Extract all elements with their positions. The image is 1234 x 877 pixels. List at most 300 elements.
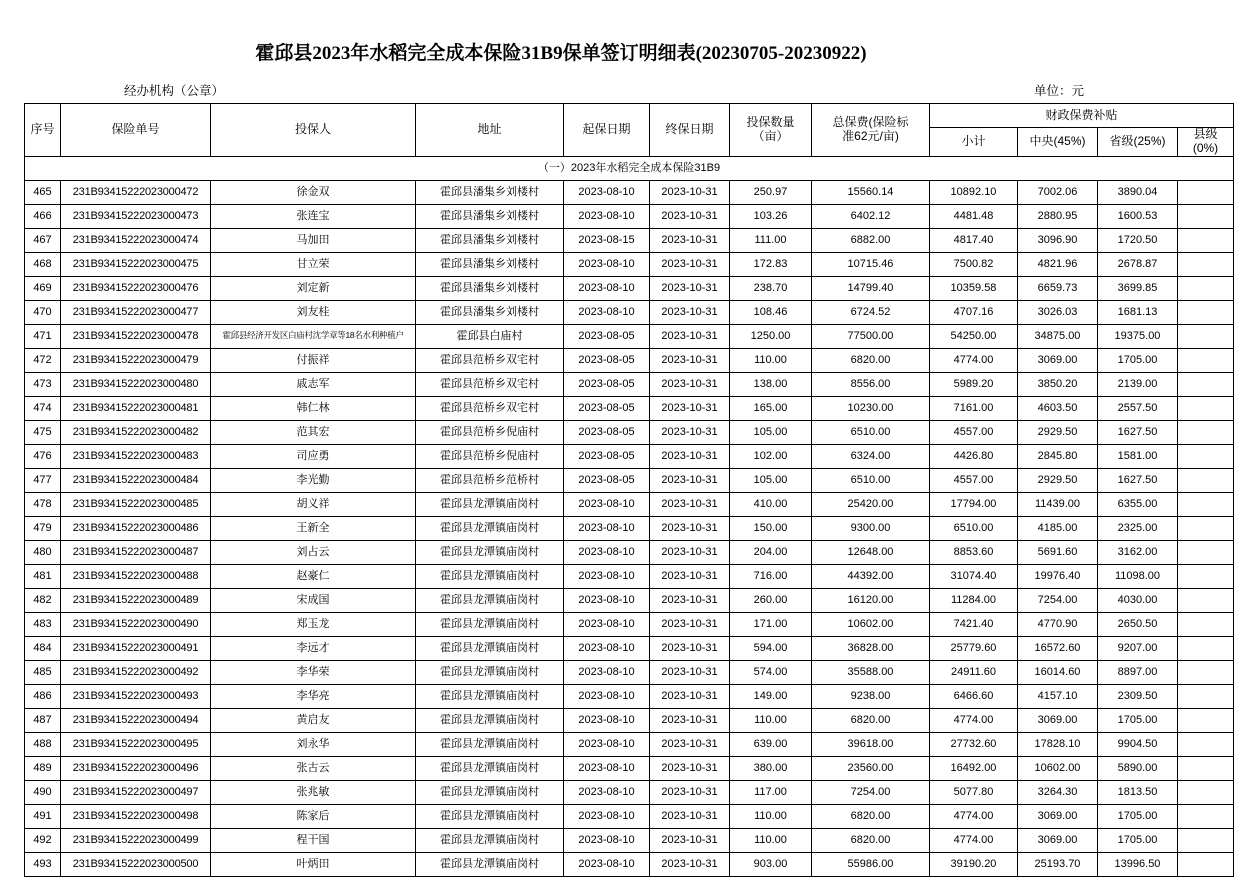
cell-subsidy-central: 4603.50: [1018, 396, 1098, 420]
cell-premium: 6820.00: [812, 348, 930, 372]
cell-holder: 甘立荣: [211, 252, 416, 276]
cell-policy-no: 231B93415222023000480: [61, 372, 211, 396]
cell-quantity: 380.00: [730, 756, 812, 780]
cell-end-date: 2023-10-31: [650, 852, 730, 876]
cell-policy-no: 231B93415222023000476: [61, 276, 211, 300]
cell-policy-no: 231B93415222023000492: [61, 660, 211, 684]
cell-address: 霍邱县龙潭镇庙岗村: [416, 588, 564, 612]
cell-subsidy-county: [1178, 756, 1234, 780]
table-row: [25, 348, 1234, 372]
table-row: [25, 564, 1234, 588]
col-header-end-date: 终保日期: [650, 104, 730, 157]
cell-quantity: 574.00: [730, 660, 812, 684]
cell-policy-no: 231B93415222023000496: [61, 756, 211, 780]
cell-start-date: 2023-08-10: [564, 588, 650, 612]
cell-end-date: 2023-10-31: [650, 780, 730, 804]
table-row: [25, 756, 1234, 780]
cell-holder: 黄启友: [211, 708, 416, 732]
cell-seq: 465: [25, 180, 61, 204]
cell-subsidy-subtotal: 7421.40: [930, 612, 1018, 636]
cell-holder: 郑玉龙: [211, 612, 416, 636]
cell-premium: 15560.14: [812, 180, 930, 204]
table-body: [25, 156, 1234, 876]
cell-subsidy-central: 2929.50: [1018, 420, 1098, 444]
cell-end-date: 2023-10-31: [650, 540, 730, 564]
cell-holder: 胡义祥: [211, 492, 416, 516]
cell-policy-no: 231B93415222023000498: [61, 804, 211, 828]
cell-subsidy-subtotal: 4774.00: [930, 348, 1018, 372]
cell-end-date: 2023-10-31: [650, 732, 730, 756]
cell-seq: 478: [25, 492, 61, 516]
table-row: [25, 540, 1234, 564]
table-row: [25, 852, 1234, 876]
cell-address: 霍邱县龙潭镇庙岗村: [416, 564, 564, 588]
cell-subsidy-central: 7002.06: [1018, 180, 1098, 204]
cell-holder: 宋成国: [211, 588, 416, 612]
cell-subsidy-subtotal: 10892.10: [930, 180, 1018, 204]
cell-policy-no: 231B93415222023000499: [61, 828, 211, 852]
cell-subsidy-county: [1178, 444, 1234, 468]
cell-address: 霍邱县潘集乡刘楼村: [416, 204, 564, 228]
cell-address: 霍邱县潘集乡刘楼村: [416, 252, 564, 276]
cell-subsidy-provincial: 2325.00: [1098, 516, 1178, 540]
cell-policy-no: 231B93415222023000486: [61, 516, 211, 540]
table-row: [25, 660, 1234, 684]
cell-policy-no: 231B93415222023000484: [61, 468, 211, 492]
table-row: [25, 516, 1234, 540]
cell-subsidy-central: 16014.60: [1018, 660, 1098, 684]
cell-end-date: 2023-10-31: [650, 804, 730, 828]
cell-quantity: 639.00: [730, 732, 812, 756]
table-row: [25, 444, 1234, 468]
cell-premium: 6820.00: [812, 708, 930, 732]
cell-subsidy-provincial: 2309.50: [1098, 684, 1178, 708]
cell-address: 霍邱县龙潭镇庙岗村: [416, 636, 564, 660]
cell-start-date: 2023-08-10: [564, 780, 650, 804]
cell-subsidy-subtotal: 5077.80: [930, 780, 1018, 804]
cell-quantity: 102.00: [730, 444, 812, 468]
table-row: [25, 324, 1234, 348]
cell-subsidy-county: [1178, 660, 1234, 684]
cell-quantity: 1250.00: [730, 324, 812, 348]
cell-subsidy-subtotal: 4557.00: [930, 468, 1018, 492]
cell-subsidy-subtotal: 4557.00: [930, 420, 1018, 444]
table-row: [25, 252, 1234, 276]
cell-seq: 480: [25, 540, 61, 564]
cell-subsidy-central: 5691.60: [1018, 540, 1098, 564]
table-row: [25, 372, 1234, 396]
cell-subsidy-subtotal: 4817.40: [930, 228, 1018, 252]
table-row: [25, 180, 1234, 204]
cell-premium: 6724.52: [812, 300, 930, 324]
cell-subsidy-central: 4770.90: [1018, 612, 1098, 636]
col-header-quantity-line1: 投保数量: [746, 115, 795, 129]
cell-start-date: 2023-08-05: [564, 444, 650, 468]
cell-end-date: 2023-10-31: [650, 564, 730, 588]
cell-subsidy-provincial: 5890.00: [1098, 756, 1178, 780]
cell-subsidy-county: [1178, 300, 1234, 324]
cell-subsidy-central: 11439.00: [1018, 492, 1098, 516]
cell-premium: 10230.00: [812, 396, 930, 420]
cell-holder: 王新全: [211, 516, 416, 540]
cell-address: 霍邱县范桥乡双宅村: [416, 372, 564, 396]
cell-premium: 23560.00: [812, 756, 930, 780]
cell-subsidy-central: 4821.96: [1018, 252, 1098, 276]
cell-subsidy-subtotal: 10359.58: [930, 276, 1018, 300]
cell-subsidy-county: [1178, 564, 1234, 588]
cell-subsidy-subtotal: 4774.00: [930, 828, 1018, 852]
cell-holder: 刘占云: [211, 540, 416, 564]
cell-premium: 6820.00: [812, 828, 930, 852]
cell-quantity: 594.00: [730, 636, 812, 660]
cell-holder: 徐金双: [211, 180, 416, 204]
cell-quantity: 250.97: [730, 180, 812, 204]
cell-address: 霍邱县潘集乡刘楼村: [416, 180, 564, 204]
cell-subsidy-county: [1178, 228, 1234, 252]
cell-start-date: 2023-08-10: [564, 540, 650, 564]
cell-subsidy-provincial: 2678.87: [1098, 252, 1178, 276]
cell-subsidy-central: 19976.40: [1018, 564, 1098, 588]
cell-premium: 6820.00: [812, 804, 930, 828]
cell-address: 霍邱县龙潭镇庙岗村: [416, 756, 564, 780]
cell-address: 霍邱县范桥乡双宅村: [416, 396, 564, 420]
cell-subsidy-provincial: 1581.00: [1098, 444, 1178, 468]
cell-seq: 473: [25, 372, 61, 396]
cell-subsidy-county: [1178, 684, 1234, 708]
cell-subsidy-county: [1178, 348, 1234, 372]
cell-quantity: 110.00: [730, 828, 812, 852]
col-header-provincial: 省级(25%): [1098, 128, 1178, 157]
cell-subsidy-county: [1178, 540, 1234, 564]
cell-end-date: 2023-10-31: [650, 708, 730, 732]
cell-seq: 466: [25, 204, 61, 228]
cell-premium: 55986.00: [812, 852, 930, 876]
cell-subsidy-county: [1178, 180, 1234, 204]
cell-address: 霍邱县范桥乡双宅村: [416, 348, 564, 372]
cell-subsidy-provincial: 3162.00: [1098, 540, 1178, 564]
cell-premium: 77500.00: [812, 324, 930, 348]
cell-subsidy-central: 4157.10: [1018, 684, 1098, 708]
cell-address: 霍邱县龙潭镇庙岗村: [416, 708, 564, 732]
cell-start-date: 2023-08-10: [564, 636, 650, 660]
table-row: [25, 396, 1234, 420]
cell-subsidy-county: [1178, 276, 1234, 300]
cell-holder: 张兆敏: [211, 780, 416, 804]
cell-policy-no: 231B93415222023000481: [61, 396, 211, 420]
cell-policy-no: 231B93415222023000497: [61, 780, 211, 804]
cell-start-date: 2023-08-05: [564, 348, 650, 372]
cell-end-date: 2023-10-31: [650, 636, 730, 660]
cell-policy-no: 231B93415222023000478: [61, 324, 211, 348]
cell-holder: 程干国: [211, 828, 416, 852]
cell-premium: 35588.00: [812, 660, 930, 684]
cell-subsidy-central: 3069.00: [1018, 804, 1098, 828]
cell-subsidy-subtotal: 4774.00: [930, 708, 1018, 732]
cell-start-date: 2023-08-10: [564, 204, 650, 228]
cell-subsidy-central: 4185.00: [1018, 516, 1098, 540]
cell-start-date: 2023-08-10: [564, 828, 650, 852]
cell-subsidy-subtotal: 4481.48: [930, 204, 1018, 228]
cell-subsidy-county: [1178, 588, 1234, 612]
table-row: [25, 636, 1234, 660]
unit-label: 单位：元: [1033, 84, 1084, 98]
cell-quantity: 172.83: [730, 252, 812, 276]
cell-subsidy-subtotal: 17794.00: [930, 492, 1018, 516]
cell-start-date: 2023-08-10: [564, 612, 650, 636]
cell-subsidy-provincial: 3699.85: [1098, 276, 1178, 300]
cell-subsidy-subtotal: 5989.20: [930, 372, 1018, 396]
cell-premium: 36828.00: [812, 636, 930, 660]
cell-subsidy-central: 25193.70: [1018, 852, 1098, 876]
cell-start-date: 2023-08-10: [564, 516, 650, 540]
cell-seq: 491: [25, 804, 61, 828]
cell-address: 霍邱县龙潭镇庙岗村: [416, 780, 564, 804]
document-page: [0, 38, 1219, 870]
cell-end-date: 2023-10-31: [650, 300, 730, 324]
cell-subsidy-provincial: 1705.00: [1098, 708, 1178, 732]
cell-start-date: 2023-08-10: [564, 852, 650, 876]
cell-address: 霍邱县龙潭镇庙岗村: [416, 540, 564, 564]
cell-policy-no: 231B93415222023000477: [61, 300, 211, 324]
cell-start-date: 2023-08-10: [564, 660, 650, 684]
cell-subsidy-county: [1178, 708, 1234, 732]
cell-start-date: 2023-08-10: [564, 300, 650, 324]
section-label: （一）2023年水稻完全成本保险31B9: [25, 156, 1234, 180]
cell-holder: 刘永华: [211, 732, 416, 756]
cell-subsidy-central: 6659.73: [1018, 276, 1098, 300]
cell-address: 霍邱县龙潭镇庙岗村: [416, 492, 564, 516]
cell-seq: 485: [25, 660, 61, 684]
cell-premium: 6510.00: [812, 468, 930, 492]
cell-address: 霍邱县范桥乡倪庙村: [416, 444, 564, 468]
cell-subsidy-subtotal: 27732.60: [930, 732, 1018, 756]
cell-quantity: 204.00: [730, 540, 812, 564]
cell-subsidy-provincial: 9207.00: [1098, 636, 1178, 660]
col-header-premium: [812, 104, 930, 157]
cell-quantity: 716.00: [730, 564, 812, 588]
cell-policy-no: 231B93415222023000473: [61, 204, 211, 228]
table-row: [25, 612, 1234, 636]
col-header-subtotal: 小计: [930, 128, 1018, 157]
cell-holder: 赵豪仁: [211, 564, 416, 588]
cell-start-date: 2023-08-15: [564, 228, 650, 252]
cell-seq: 475: [25, 420, 61, 444]
cell-quantity: 110.00: [730, 348, 812, 372]
cell-end-date: 2023-10-31: [650, 444, 730, 468]
cell-end-date: 2023-10-31: [650, 660, 730, 684]
cell-quantity: 150.00: [730, 516, 812, 540]
cell-start-date: 2023-08-05: [564, 468, 650, 492]
cell-policy-no: 231B93415222023000474: [61, 228, 211, 252]
cell-quantity: 903.00: [730, 852, 812, 876]
cell-quantity: 111.00: [730, 228, 812, 252]
cell-end-date: 2023-10-31: [650, 252, 730, 276]
cell-end-date: 2023-10-31: [650, 324, 730, 348]
cell-address: 霍邱县范桥乡倪庙村: [416, 420, 564, 444]
cell-subsidy-subtotal: 16492.00: [930, 756, 1018, 780]
cell-quantity: 110.00: [730, 804, 812, 828]
cell-address: 霍邱县龙潭镇庙岗村: [416, 684, 564, 708]
cell-subsidy-central: 2880.95: [1018, 204, 1098, 228]
cell-address: 霍邱县龙潭镇庙岗村: [416, 828, 564, 852]
table-row: [25, 276, 1234, 300]
cell-subsidy-provincial: 1705.00: [1098, 348, 1178, 372]
cell-subsidy-subtotal: 4707.16: [930, 300, 1018, 324]
cell-subsidy-provincial: 8897.00: [1098, 660, 1178, 684]
table-row: [25, 228, 1234, 252]
cell-quantity: 138.00: [730, 372, 812, 396]
cell-end-date: 2023-10-31: [650, 396, 730, 420]
cell-subsidy-central: 2929.50: [1018, 468, 1098, 492]
table-row: [25, 684, 1234, 708]
cell-holder: 李华荣: [211, 660, 416, 684]
cell-quantity: 260.00: [730, 588, 812, 612]
cell-subsidy-subtotal: 8853.60: [930, 540, 1018, 564]
cell-seq: 488: [25, 732, 61, 756]
cell-subsidy-provincial: 1681.13: [1098, 300, 1178, 324]
cell-holder: 叶炳田: [211, 852, 416, 876]
cell-subsidy-provincial: 1705.00: [1098, 804, 1178, 828]
col-header-seq: 序号: [25, 104, 61, 157]
subheader: [24, 79, 1098, 103]
cell-policy-no: 231B93415222023000493: [61, 684, 211, 708]
cell-premium: 6402.12: [812, 204, 930, 228]
cell-address: 霍邱县龙潭镇庙岗村: [416, 516, 564, 540]
cell-subsidy-county: [1178, 780, 1234, 804]
cell-subsidy-provincial: 1600.53: [1098, 204, 1178, 228]
cell-subsidy-subtotal: 4426.80: [930, 444, 1018, 468]
cell-subsidy-subtotal: 4774.00: [930, 804, 1018, 828]
cell-subsidy-provincial: 19375.00: [1098, 324, 1178, 348]
cell-premium: 39618.00: [812, 732, 930, 756]
cell-subsidy-provincial: 2139.00: [1098, 372, 1178, 396]
cell-seq: 482: [25, 588, 61, 612]
cell-end-date: 2023-10-31: [650, 492, 730, 516]
cell-seq: 477: [25, 468, 61, 492]
table-row: [25, 780, 1234, 804]
cell-end-date: 2023-10-31: [650, 828, 730, 852]
cell-holder: 霍邱县经济开发区白庙村沈学章等18名水利种植户: [211, 324, 416, 348]
cell-subsidy-provincial: 13996.50: [1098, 852, 1178, 876]
cell-seq: 476: [25, 444, 61, 468]
table-row: [25, 732, 1234, 756]
cell-policy-no: 231B93415222023000488: [61, 564, 211, 588]
cell-subsidy-county: [1178, 804, 1234, 828]
cell-seq: 470: [25, 300, 61, 324]
table-row: [25, 204, 1234, 228]
cell-subsidy-county: [1178, 636, 1234, 660]
cell-subsidy-county: [1178, 252, 1234, 276]
cell-end-date: 2023-10-31: [650, 468, 730, 492]
cell-holder: 韩仁林: [211, 396, 416, 420]
cell-seq: 467: [25, 228, 61, 252]
cell-holder: 戚志军: [211, 372, 416, 396]
cell-end-date: 2023-10-31: [650, 684, 730, 708]
cell-seq: 487: [25, 708, 61, 732]
col-header-premium-line1: 总保费(保险标: [832, 115, 909, 129]
table-row: [25, 804, 1234, 828]
cell-quantity: 117.00: [730, 780, 812, 804]
cell-subsidy-central: 3069.00: [1018, 348, 1098, 372]
cell-seq: 484: [25, 636, 61, 660]
col-header-premium-line2: 准62元/亩): [842, 128, 899, 143]
cell-policy-no: 231B93415222023000494: [61, 708, 211, 732]
cell-seq: 479: [25, 516, 61, 540]
cell-subsidy-county: [1178, 516, 1234, 540]
cell-subsidy-provincial: 4030.00: [1098, 588, 1178, 612]
cell-holder: 李华亮: [211, 684, 416, 708]
cell-holder: 陈家后: [211, 804, 416, 828]
cell-end-date: 2023-10-31: [650, 228, 730, 252]
cell-seq: 486: [25, 684, 61, 708]
agency-label: 经办机构（公章）: [124, 84, 225, 98]
cell-subsidy-county: [1178, 612, 1234, 636]
cell-holder: 张古云: [211, 756, 416, 780]
cell-seq: 472: [25, 348, 61, 372]
cell-premium: 10715.46: [812, 252, 930, 276]
cell-subsidy-provincial: 2650.50: [1098, 612, 1178, 636]
cell-subsidy-central: 10602.00: [1018, 756, 1098, 780]
cell-holder: 司应勇: [211, 444, 416, 468]
col-header-quantity: [730, 104, 812, 157]
cell-seq: 469: [25, 276, 61, 300]
cell-premium: 7254.00: [812, 780, 930, 804]
cell-subsidy-subtotal: 11284.00: [930, 588, 1018, 612]
cell-seq: 492: [25, 828, 61, 852]
cell-quantity: 410.00: [730, 492, 812, 516]
cell-premium: 14799.40: [812, 276, 930, 300]
cell-policy-no: 231B93415222023000490: [61, 612, 211, 636]
col-header-county-line1: 县级: [1193, 127, 1218, 141]
cell-subsidy-county: [1178, 468, 1234, 492]
cell-quantity: 238.70: [730, 276, 812, 300]
cell-subsidy-provincial: 6355.00: [1098, 492, 1178, 516]
cell-quantity: 171.00: [730, 612, 812, 636]
cell-seq: 468: [25, 252, 61, 276]
cell-address: 霍邱县龙潭镇庙岗村: [416, 852, 564, 876]
cell-start-date: 2023-08-10: [564, 180, 650, 204]
cell-quantity: 165.00: [730, 396, 812, 420]
table-row: [25, 300, 1234, 324]
cell-start-date: 2023-08-05: [564, 396, 650, 420]
cell-policy-no: 231B93415222023000487: [61, 540, 211, 564]
cell-holder: 张连宝: [211, 204, 416, 228]
cell-subsidy-provincial: 1720.50: [1098, 228, 1178, 252]
table-row: [25, 708, 1234, 732]
cell-premium: 6324.00: [812, 444, 930, 468]
cell-subsidy-central: 7254.00: [1018, 588, 1098, 612]
cell-subsidy-county: [1178, 324, 1234, 348]
cell-premium: 16120.00: [812, 588, 930, 612]
col-header-central: 中央(45%): [1018, 128, 1098, 157]
cell-policy-no: 231B93415222023000475: [61, 252, 211, 276]
cell-subsidy-central: 17828.10: [1018, 732, 1098, 756]
table-row: [25, 492, 1234, 516]
cell-holder: 马加田: [211, 228, 416, 252]
cell-subsidy-provincial: 9904.50: [1098, 732, 1178, 756]
cell-subsidy-central: 3069.00: [1018, 828, 1098, 852]
col-header-subsidy-group: 财政保费补贴: [930, 104, 1234, 128]
cell-subsidy-central: 34875.00: [1018, 324, 1098, 348]
cell-subsidy-central: 3264.30: [1018, 780, 1098, 804]
cell-start-date: 2023-08-10: [564, 492, 650, 516]
table-row: [25, 468, 1234, 492]
cell-start-date: 2023-08-10: [564, 708, 650, 732]
cell-address: 霍邱县龙潭镇庙岗村: [416, 804, 564, 828]
cell-policy-no: 231B93415222023000479: [61, 348, 211, 372]
cell-subsidy-subtotal: 31074.40: [930, 564, 1018, 588]
cell-quantity: 149.00: [730, 684, 812, 708]
